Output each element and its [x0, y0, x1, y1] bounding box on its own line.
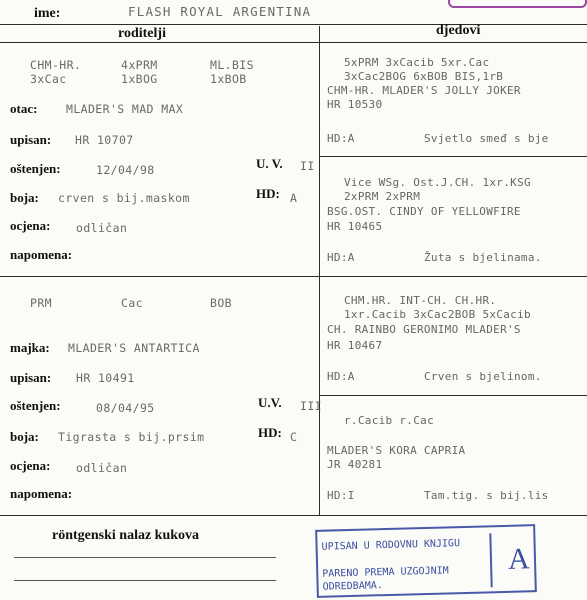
- father-born-value: 12/04/98: [96, 163, 155, 177]
- stamp-line-3: ODREDBAMA.: [322, 580, 383, 593]
- father-note-label: napomena:: [10, 247, 73, 262]
- gp1-titles-1: 5xPRM 3xCacib 5xr.Cac: [344, 56, 490, 69]
- parents-split-rule: [0, 276, 587, 277]
- mother-label: majka:: [10, 340, 50, 355]
- center-divider: [319, 26, 320, 516]
- mother-note-label: napomena:: [10, 486, 73, 501]
- father-title-3: ML.BIS: [210, 58, 254, 72]
- gp1-hd: HD:A: [327, 132, 355, 145]
- top-corner-box: [448, 0, 587, 8]
- gp4-reg: JR 40281: [327, 458, 383, 471]
- gp1-titles-2: 3xCac2BOG 6xBOB BIS,1rB: [344, 70, 504, 83]
- father-grade-label: ocjena:: [10, 218, 51, 233]
- mother-grade-value: odličan: [76, 461, 128, 475]
- dog-name: FLASH ROYAL ARGENTINA: [128, 4, 312, 19]
- footer-rule: [0, 515, 587, 516]
- mother-uv-value: III: [300, 399, 322, 413]
- header-subrule: [0, 42, 587, 43]
- mother-grade-label: ocjena:: [10, 458, 51, 473]
- father-title-2: 4xPRM: [121, 58, 158, 72]
- xray-line-2: [14, 580, 276, 581]
- father-title-6: 1xBOB: [210, 72, 247, 86]
- gp2-name: BSG.OST. CINDY OF YELLOWFIRE: [327, 205, 521, 218]
- gp3-hd: HD:A: [327, 370, 355, 383]
- xray-line-1: [14, 557, 276, 558]
- father-title-4: 3xCac: [30, 72, 67, 86]
- gp3-titles-2: 1xr.Cacib 3xCac2BOB 5xCacib: [344, 308, 531, 321]
- stamp-line-1: UPISAN U RODOVNU KNJIGU: [321, 538, 461, 553]
- father-name: MLADER'S MAD MAX: [66, 102, 184, 116]
- name-label: ime:: [34, 6, 61, 21]
- gp4-titles-1: r.Cacib r.Cac: [344, 414, 434, 427]
- mother-reg-label: upisan:: [10, 370, 52, 385]
- gp-rule-3: [319, 395, 587, 396]
- father-hd-label: HD:: [256, 186, 280, 201]
- stamp-grade: A: [507, 542, 531, 576]
- gp2-titles-1: Vice WSg. Ost.J.CH. 1xr.KSG: [344, 176, 531, 189]
- father-born-label: oštenjen:: [10, 161, 61, 176]
- mother-uv-label: U.V.: [258, 395, 282, 410]
- gp4-color: Tam.tig. s bij.lis: [424, 489, 549, 502]
- father-label: otac:: [10, 101, 38, 116]
- gp3-titles-1: CHM.HR. INT-CH. CH.HR.: [344, 294, 497, 307]
- mother-title-2: Cac: [121, 296, 143, 310]
- mother-name: MLADER'S ANTARTICA: [68, 341, 200, 355]
- parents-title: roditelji: [118, 26, 166, 41]
- gp3-color: Crven s bjelinom.: [424, 370, 542, 383]
- father-title-1: CHM-HR.: [30, 58, 82, 72]
- gp-rule-1: [319, 156, 587, 157]
- father-uv-value: II: [300, 159, 315, 173]
- father-uv-label: U. V.: [256, 156, 283, 171]
- mother-hd-value: C: [290, 430, 298, 444]
- mother-born-label: oštenjen:: [10, 398, 61, 413]
- father-color-value: crven s bij.maskom: [58, 191, 190, 205]
- mother-color-label: boja:: [10, 429, 39, 444]
- gp4-name: MLADER'S KORA CAPRIA: [327, 444, 466, 457]
- mother-color-value: Tigrasta s bij.prsim: [58, 430, 205, 444]
- father-hd-value: A: [290, 191, 298, 205]
- header-rule: [0, 24, 587, 25]
- mother-title-1: PRM: [30, 296, 52, 310]
- gp3-reg: HR 10467: [327, 339, 383, 352]
- mother-reg-value: HR 10491: [76, 371, 135, 385]
- gp1-name: CHM-HR. MLADER'S JOLLY JOKER: [327, 84, 521, 97]
- mother-hd-label: HD:: [258, 425, 282, 440]
- father-reg-label: upisan:: [10, 132, 52, 147]
- father-color-label: boja:: [10, 190, 39, 205]
- mother-title-3: BOB: [210, 296, 232, 310]
- gp2-color: Žuta s bjelinama.: [424, 251, 542, 264]
- stamp-line-2: PARENO PREMA UZGOJNIM: [322, 565, 449, 580]
- gp1-reg: HR 10530: [327, 98, 383, 111]
- ancestors-title: djedovi: [436, 23, 481, 38]
- registration-stamp: [315, 524, 537, 598]
- gp2-hd: HD:A: [327, 251, 355, 264]
- xray-label: röntgenski nalaz kukova: [52, 528, 200, 543]
- mother-born-value: 08/04/95: [96, 401, 155, 415]
- gp3-name: CH. RAINBO GERONIMO MLADER'S: [327, 323, 521, 336]
- gp2-reg: HR 10465: [327, 220, 383, 233]
- gp2-titles-2: 2xPRM 2xPRM: [344, 190, 421, 203]
- gp1-color: Svjetlo smeđ s bje: [424, 132, 549, 145]
- father-grade-value: odličan: [76, 221, 128, 235]
- father-reg-value: HR 10707: [75, 133, 134, 147]
- gp4-hd: HD:I: [327, 489, 355, 502]
- father-title-5: 1xBOG: [121, 72, 158, 86]
